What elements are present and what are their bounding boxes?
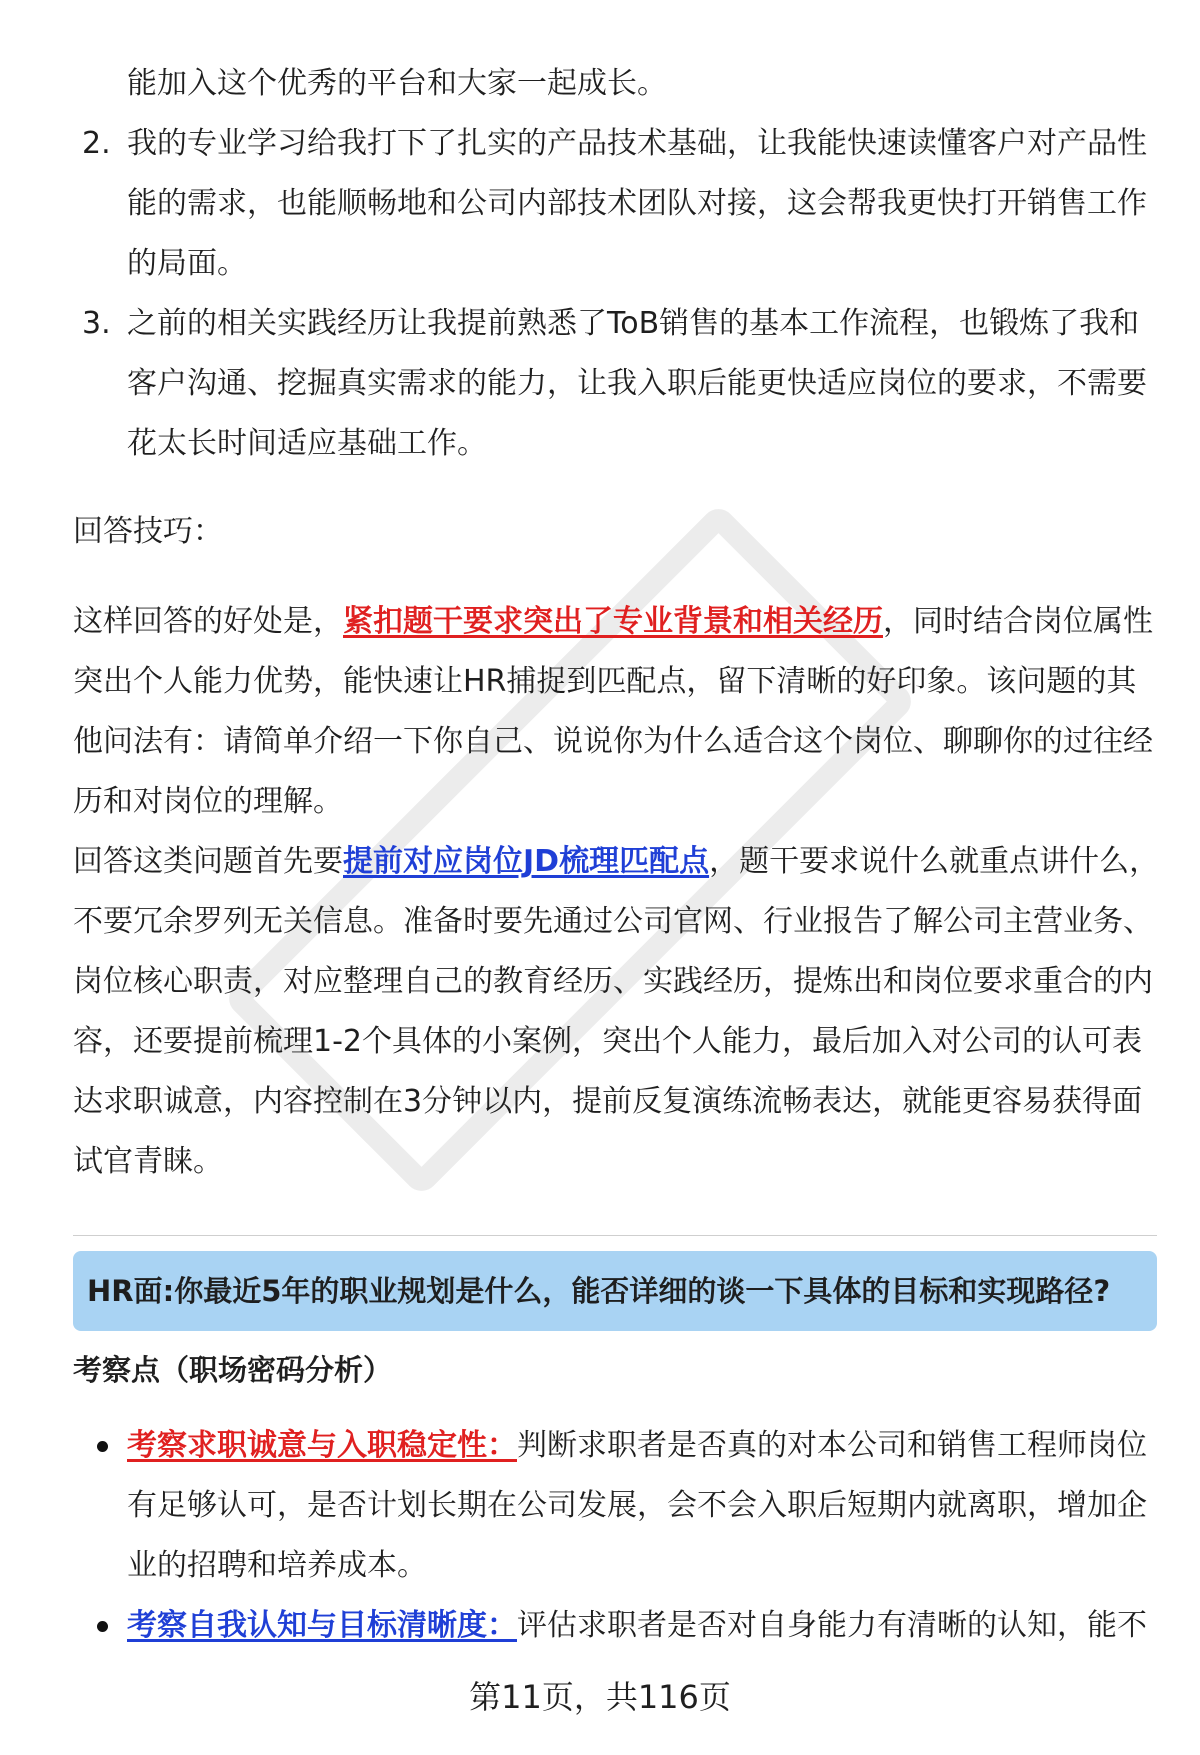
highlight-red: 紧扣题干要求突出了专业背景和相关经历 [343,604,883,639]
bullet-line [127,1606,1147,1646]
text: 判断求职者是否真的对本公司和销售工程师岗位 [517,1428,1147,1463]
paragraph-line: 岗位核心职责，对应整理自己的教育经历、实践经历，提炼出和岗位要求重合的内 [73,964,1153,999]
highlight-blue: 提前对应岗位JD梳理匹配点 [343,844,710,879]
paragraph-line: 达求职诚意，内容控制在3分钟以内，提前反复演练流畅表达，就能更容易获得面 [73,1084,1143,1119]
bullet-icon [97,1621,108,1632]
page-footer: 第11页，共116页 [469,1678,731,1716]
list-line: 能的需求，也能顺畅地和公司内部技术团队对接，这会帮我更快打开销售工作 [127,186,1147,221]
paragraph-line: 容，还要提前梳理1-2个具体的小案例，突出个人能力，最后加入对公司的认可表 [73,1024,1142,1059]
tips-heading: 回答技巧： [73,514,223,549]
text: ，同时结合岗位属性 [883,604,1153,639]
text: ，题干要求说什么就重点讲什么， [709,844,1160,879]
bullet-line: 有足够认可，是否计划长期在公司发展，会不会入职后短期内就离职，增加企 [127,1488,1147,1523]
text: 评估求职者是否对自身能力有清晰的认知，能不 [517,1608,1147,1643]
paragraph-line: 不要冗余罗列无关信息。准备时要先通过公司官网、行业报告了解公司主营业务、 [73,904,1153,939]
question-title: HR面:你最近5年的职业规划是什么，能否详细的谈一下具体的目标和实现路径? [87,1274,1111,1308]
bullet-line: 业的招聘和培养成本。 [127,1548,427,1583]
list-line: 我的专业学习给我打下了扎实的产品技术基础，让我能快速读懂客户对产品性 [127,126,1147,161]
paragraph-line: 他问法有：请简单介绍一下你自己、说说你为什么适合这个岗位、聊聊你的过往经 [73,724,1153,759]
list-line: 之前的相关实践经历让我提前熟悉了ToB销售的基本工作流程，也锻炼了我和 [127,306,1140,341]
list-line: 的局面。 [127,246,247,281]
paragraph-line: 突出个人能力优势，能快速让HR捕捉到匹配点，留下清晰的好印象。该问题的其 [73,664,1137,699]
list-number: 3. [82,306,111,341]
paragraph-line: 试官青睐。 [73,1144,223,1179]
bullet-label-blue: 考察自我认知与目标清晰度： [127,1608,517,1643]
bullet-icon [97,1441,108,1452]
list-line: 花太长时间适应基础工作。 [127,426,487,461]
list-number: 2. [82,126,111,161]
text: 回答这类问题首先要 [73,844,343,879]
analysis-heading: 考察点（职场密码分析） [73,1353,393,1387]
bullet-line [127,1426,1147,1466]
continued-line: 能加入这个优秀的平台和大家一起成长。 [127,66,667,101]
paragraph-line: 历和对岗位的理解。 [73,784,343,819]
divider [73,1235,1157,1236]
paragraph-line [73,842,1159,882]
list-line: 客户沟通、挖掘真实需求的能力，让我入职后能更快适应岗位的要求，不需要 [127,366,1147,401]
paragraph-line [73,602,1153,642]
text: 这样回答的好处是， [73,604,343,639]
question-box [73,1251,1157,1331]
bullet-label-red: 考察求职诚意与入职稳定性： [127,1428,517,1463]
